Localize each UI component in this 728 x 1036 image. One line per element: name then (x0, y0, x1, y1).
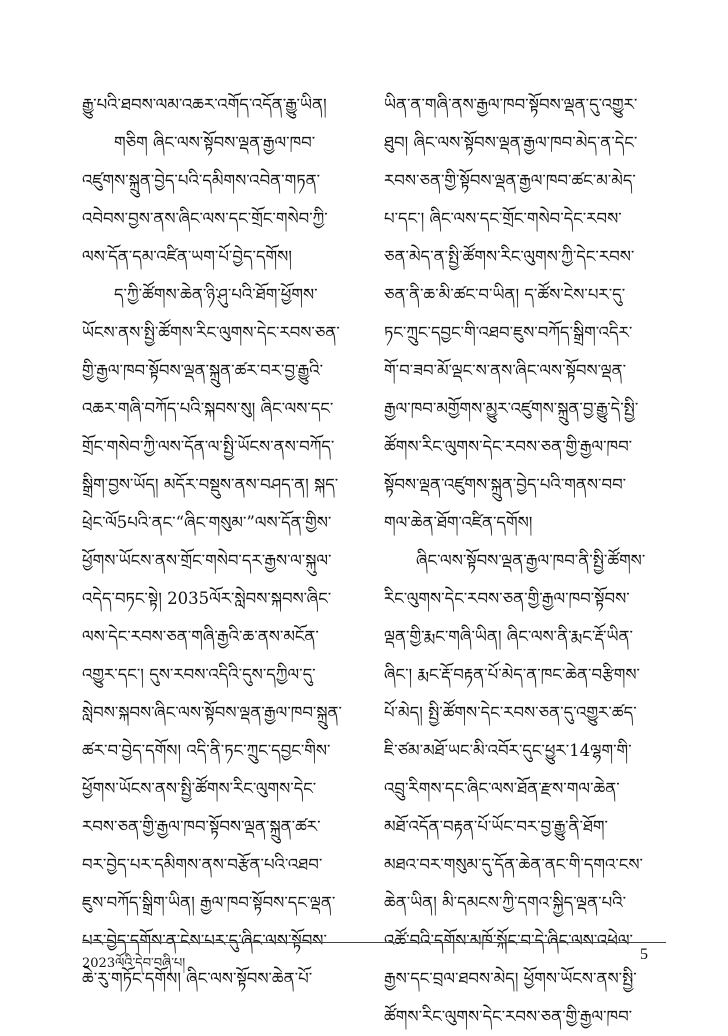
text-line: ཇུས་བཀོད་སྒྲིག་ཡིན། རྒྱལ་ཁབ་སྟོབས་དང་ལྡན་ (82, 893, 336, 912)
text-line: གྲོང་གསེབ་ཀྱི་ལས་དོན་ལ་སྤྱི་ཡོངས་ནས་བཀོད་ (82, 437, 335, 456)
text-line: ཞིང་ལས་སྟོབས་ལྡན་རྒྱལ་ཁབ་ནི་སྤྱི་ཚོགས་ (416, 551, 646, 570)
text-line: གཅིག ཞིང་ལས་སྟོབས་ལྡན་རྒྱལ་ཁབ་ (114, 133, 316, 152)
text-line: ཕྱོགས་ཡོངས་ནས་སྤྱི་ཚོགས་རིང་ལུགས་དེང་ (82, 779, 317, 798)
page-number: 5 (640, 946, 648, 963)
footer-divider (82, 942, 666, 943)
text-line: པོ་མེད། སྤྱི་ཚོགས་དེང་རབས་ཅན་དུ་འགྱུར་ཚད་ (384, 703, 637, 722)
text-line: གྱི་རྒྱལ་ཁབ་སྟོབས་ལྡན་སྐྲུན་ཚར་བར་བྱ་རྒྱུའི་ (82, 361, 324, 380)
text-line: པ་དང་། ཞིང་ལས་དང་གྲོང་གསེབ་དེང་རབས་ (384, 209, 622, 228)
text-line: འབྲུ་རིགས་དང་ཞིང་ལས་ཐོན་རྫས་གལ་ཆེན་ (384, 779, 620, 798)
text-line: སྟོབས་ལྡན་འཛུགས་སྐྲུན་བྱེད་པའི་གནས་བབ་ (384, 475, 627, 494)
text-line: སླེབས་སྐབས་ཞིང་ལས་སྟོབས་ལྡན་རྒྱལ་ཁབ་སྐྲུན་ (82, 703, 342, 722)
text-line: ཚོགས་རིང་ལུགས་དེང་རབས་ཅན་གྱི་རྒྱལ་ཁབ་ (384, 1007, 633, 1026)
text-line: རྒྱས་དང་བྲལ་ཐབས་མེད། ཕྱོགས་ཡོངས་ནས་སྤྱི་ (384, 969, 637, 988)
text-line: འགྱུར་དང་། དུས་རབས་འདིའི་དུས་དཀྱིལ་དུ་ (82, 665, 316, 684)
text-line: མཐོ་འདོན་བརྟན་པོ་ཡོང་བར་བྱ་རྒྱུ་ནི་ཐོག་ (384, 817, 608, 836)
text-line: ཏང་ཀྲུང་དབྱང་གི་འཐབ་ཇུས་བཀོད་སྒྲིག་འདིར་ (384, 323, 633, 342)
text-line: རྒྱལ་ཁབ་མགྱོགས་མྱུར་འཛུགས་སྐྲུན་བྱ་རྒྱུ་དེ་སྤྱི་ (384, 399, 639, 418)
text-line: པར་བྱེད་དགོས་ན་ངེས་པར་དུ་ཞིང་ལས་སྟོབས་ (82, 931, 327, 950)
issue-label: 2023ལོའི་དེབ་བཞི་པ། (82, 956, 186, 971)
text-line: འདེད་བཏང་སྟེ། 2035ལོར་སླེབས་སྐབས་ཞིང་ (82, 589, 332, 608)
text-line: ཆེན་ཡིན། མི་དམངས་ཀྱི་དགའ་སྐྱིད་ལྡན་པའི་ (384, 893, 627, 912)
text-line: ཡོངས་ནས་སྤྱི་ཚོགས་རིང་ལུགས་དེང་རབས་ཅན་ (82, 323, 340, 342)
text-line: ཕྲེང་ལོ5པའི་ནང་“ཞིང་གསུམ་”ལས་དོན་གྱིས་ (82, 513, 332, 532)
text-line: ཚོགས་རིང་ལུགས་དེང་རབས་ཅན་གྱི་རྒྱལ་ཁབ་ (384, 437, 633, 456)
text-line: འཛུགས་སྐྲུན་བྱེད་པའི་དམིགས་འབེན་གཏན་ (82, 171, 321, 190)
text-line: གོ་བ་ཟབ་མོ་ལྡང་ས་ནས་ཞིང་ལས་སྟོབས་ལྡན་ (384, 361, 627, 380)
text-line: རབས་ཅན་གྱི་རྒྱལ་ཁབ་སྟོབས་ལྡན་སྐྲུན་ཚར་ (82, 817, 321, 836)
text-line: རབས་ཅན་གྱི་སྟོབས་ལྡན་རྒྱལ་ཁབ་ཚང་མ་མེད་ (384, 171, 636, 190)
text-line: ཇི་ཙམ་མཐོ་ཡང་མི་འབོར་དུང་ཕྱུར་14ལྷག་གི་ (384, 741, 632, 760)
text-line: ལྡན་གྱི་རྨང་གཞི་ཡིན། ཞིང་ལས་ནི་རྨང་རྡོ་ཡིན་ (384, 627, 633, 646)
text-line: ཆེ་རུ་གཏོང་དགོས། ཞིང་ལས་སྟོབས་ཆེན་པོ་ (82, 969, 313, 988)
text-line: ཕྱོགས་ཡོངས་ནས་གྲོང་གསེབ་དར་རྒྱས་ལ་སྐུལ་ (82, 551, 332, 570)
text-line: འབེབས་བྱས་ནས་ཞིང་ལས་དང་གྲོང་གསེབ་ཀྱི་ (82, 209, 328, 228)
text-line: ལས་དོན་དམ་འཛིན་ཡག་པོ་བྱེད་དགོས། (82, 247, 292, 266)
text-line: གལ་ཆེན་ཐོག་འཛིན་དགོས། (384, 513, 533, 532)
text-line: བར་བྱེད་པར་དམིགས་ནས་བརྩོན་པའི་འཐབ་ (82, 855, 323, 874)
text-line: ཞིང་། རྨང་རྡོ་བརྟན་པོ་མེད་ན་ཁང་ཆེན་བརྩིགས་ (384, 665, 641, 684)
text-line: མཐའ་བར་གསུམ་དུ་དོན་ཆེན་ནང་གི་དགའ་ངས་ (384, 855, 644, 874)
right-text-column (384, 86, 664, 1036)
text-line: འཆར་གཞི་བཀོད་པའི་སྐབས་སུ། ཞིང་ལས་དང་ (82, 399, 334, 418)
text-line: ལས་དེང་རབས་ཅན་གཞི་རྒྱའི་ཆ་ནས་མངོན་ (82, 627, 319, 646)
text-line: འཚོ་བའི་དགོས་མཁོ་སྐོང་བ་དེ་ཞིང་ལས་འཕེལ་ (384, 931, 633, 950)
text-line: ཚར་བ་བྱེད་དགོས། འདི་ནི་ཏང་ཀྲུང་དབྱང་གིས་ (82, 741, 331, 760)
text-line: ཡིན་ན་གཞི་ནས་རྒྱལ་ཁབ་སྟོབས་ལྡན་དུ་འགྱུར་ (384, 95, 638, 114)
text-line: ད་ཀྱི་ཚོགས་ཆེན་ཉི་ཤུ་པའི་ཐོག་ཕྱོགས་ (114, 285, 318, 304)
text-line: རིང་ལུགས་དེང་རབས་ཅན་གྱི་རྒྱལ་ཁབ་སྟོབས་ (384, 589, 630, 608)
text-line: ཐུབ། ཞིང་ལས་སྟོབས་ལྡན་རྒྱལ་ཁབ་མེད་ན་དེང་ (384, 133, 638, 152)
left-text-column (82, 86, 362, 998)
text-line: སྒྲིག་བྱས་ཡོད། མདོར་བསྡུས་ནས་བཤད་ན། སྐད་ (82, 475, 339, 494)
text-line: ཅན་ནི་ཆ་མི་ཚང་བ་ཡིན། ད་ཚོས་ངེས་པར་དུ་ (384, 285, 626, 304)
text-line: ཅན་མེད་ན་སྤྱི་ཚོགས་རིང་ལུགས་ཀྱི་དེང་རབས་ (384, 247, 635, 266)
text-line: རྒྱུ་པའི་ཐབས་ལམ་འཆར་འགོད་འདོན་རྒྱུ་ཡིན། (82, 95, 327, 114)
